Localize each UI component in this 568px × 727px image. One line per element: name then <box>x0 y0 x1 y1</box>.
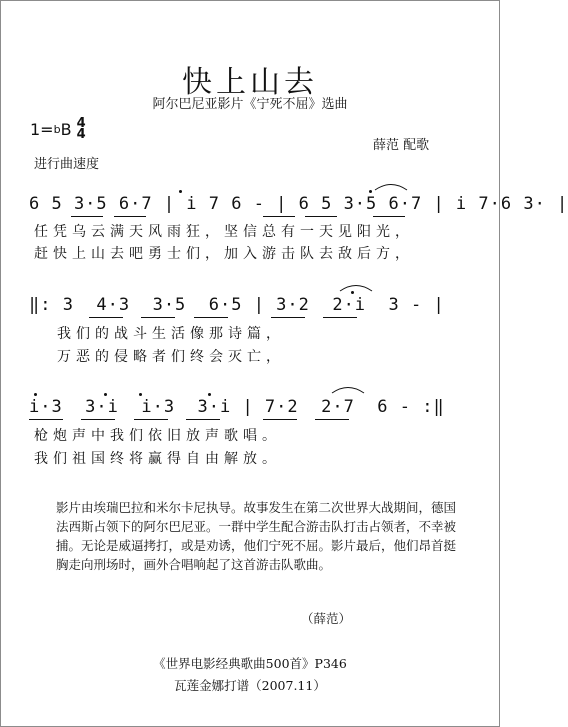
high-octave-dot <box>139 393 142 396</box>
description-signature: （薛范） <box>301 611 352 626</box>
eighth-underline <box>134 419 168 420</box>
eighth-underline <box>114 216 146 217</box>
score-line-2-lyrics-2: 万恶的侵略者们终会灭亡， <box>57 349 285 365</box>
song-title: 快上山去 <box>182 65 318 100</box>
eighth-underline <box>194 317 228 318</box>
eighth-underline <box>271 317 305 318</box>
time-signature-bottom: 4 <box>76 127 86 142</box>
score-line-3-lyrics-2: 我们祖国终将赢得自由解放。 <box>34 451 281 467</box>
tempo-marking: 进行曲速度 <box>34 157 100 172</box>
lyricist-credit: 薛范 配歌 <box>373 138 430 153</box>
score-line-3-notes: i·3 3·i i·3 3·i | 7·2 2·7 6 - :‖ <box>29 397 445 417</box>
slur-mark <box>331 384 365 394</box>
eighth-underline <box>305 216 337 217</box>
key-signature <box>30 118 86 140</box>
eighth-underline <box>29 419 63 420</box>
score-line-2-notes: ‖: 3 4·3 3·5 6·5 | 3·2 2·i 3 - | <box>29 295 445 315</box>
score-line-3-lyrics-1: 枪炮声中我们依旧放声歌唱。 <box>34 428 281 444</box>
high-octave-dot <box>34 393 37 396</box>
eighth-underline <box>315 419 349 420</box>
film-description: 影片由埃瑞巴拉和米尔卡尼执导。故事发生在第二次世界大战期间，德国法西斯占领下的阿尔巴尼亚。一群中学生配合游击队打击占领者，不幸被捕。无论是威逼拷打，或是劝诱，他们宁死不屈。影片最后，他们昂首挺胸走向刑场时，画外合唱响起了这首游击队歌曲。 <box>56 500 457 572</box>
flat-sign: b <box>53 122 61 136</box>
typist-credit: 瓦莲金娜打谱（2007.11） <box>174 678 326 693</box>
high-octave-dot <box>208 393 211 396</box>
key-prefix: 1= <box>30 119 54 139</box>
slur-mark <box>339 282 373 292</box>
score-line-2-lyrics-1: 我们的战斗生活像那诗篇， <box>57 326 285 342</box>
source-citation: 《世界电影经典歌曲500首》P346 <box>153 656 347 671</box>
eighth-underline <box>89 317 123 318</box>
slur-mark <box>374 181 408 191</box>
high-octave-dot <box>369 190 372 193</box>
eighth-underline <box>263 419 297 420</box>
song-subtitle: 阿尔巴尼亚影片《宁死不屈》选曲 <box>152 97 348 112</box>
high-octave-dot <box>179 190 182 193</box>
score-line-1-notes: 6 5 3·5 6·7 | i 7 6 - | 6 5 3·5 6·7 | i 7·6 3· | <box>29 194 568 214</box>
high-octave-dot <box>104 393 107 396</box>
high-octave-dot <box>351 291 354 294</box>
eighth-underline <box>81 419 115 420</box>
score-line-1-lyrics-1: 任凭乌云满天风雨狂，坚信总有一天见阳光， <box>34 224 414 240</box>
key-note: B <box>60 119 72 139</box>
eighth-underline <box>263 216 295 217</box>
eighth-underline <box>186 419 220 420</box>
eighth-underline <box>141 317 175 318</box>
score-line-1-lyrics-2: 赶快上山去吧勇士们，加入游击队去敌后方， <box>34 246 414 262</box>
eighth-underline <box>323 317 357 318</box>
eighth-underline <box>373 216 405 217</box>
time-signature <box>77 118 86 140</box>
eighth-underline <box>71 216 103 217</box>
time-signature-top: 4 <box>76 116 86 131</box>
